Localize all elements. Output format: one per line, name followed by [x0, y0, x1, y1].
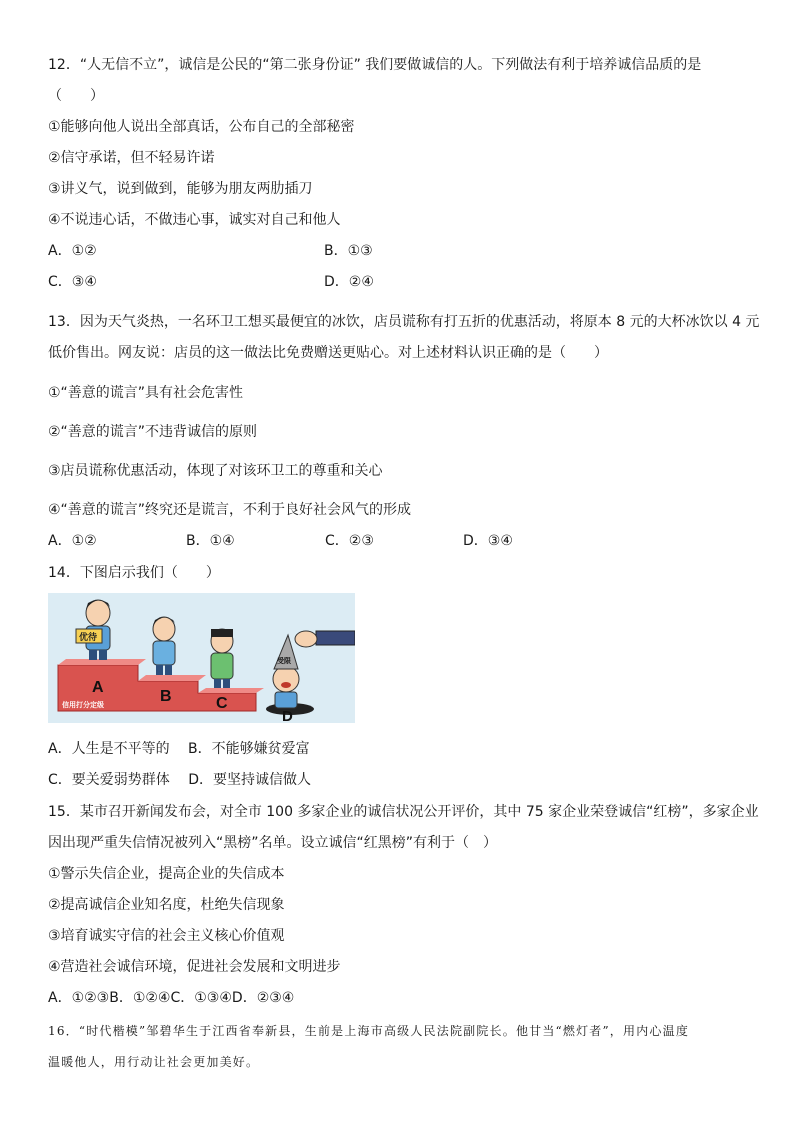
q15-stem-line2: 因出现严重失信情况被列入“黑榜”名单。设立诚信“红黑榜”有利于（ ） [48, 835, 498, 851]
credit-rating-cartoon [48, 593, 355, 723]
q15-item-3: ③培育诚实守信的社会主义核心价值观 [48, 928, 285, 944]
step-letter-a: A [92, 679, 104, 696]
q12-stem-line2: （ ） [48, 88, 104, 104]
q12-option-c: C．③④ [48, 274, 97, 290]
badge-text: 优待 [79, 633, 98, 643]
q16-stem-line1: 16．“时代楷模”邹碧华生于江西省奉新县，生前是上海市高级人民法院副院长。他甘当“燃灯者”，用内心温度 [48, 1024, 690, 1038]
hole-letter-d: D [282, 708, 293, 723]
person-c [211, 629, 233, 688]
q13-stem-line1: 13．因为天气炎热，一名环卫工想买最便宜的冰饮，店员谎称有打五折的优惠活动，将原本 8 元的大杯冰饮以 4 元 [48, 314, 760, 330]
q15-item-1: ①警示失信企业，提高企业的失信成本 [48, 866, 285, 882]
q12-option-d: D．②④ [324, 274, 374, 290]
credit-rating-label: 信用打分定级 [62, 701, 104, 709]
hand-pushing [295, 631, 355, 647]
q15-item-2: ②提高诚信企业知名度，杜绝失信现象 [48, 897, 285, 913]
q13-option-c: C．②③ [325, 533, 374, 549]
q13-option-d: D．③④ [463, 533, 513, 549]
q12-item-4: ④不说违心话，不做违心事，诚实对自己和他人 [48, 212, 341, 228]
q15-stem-line1: 15．某市召开新闻发布会，对全市 100 多家企业的诚信状况公开评价，其中 75 家企业荣登诚信“红榜”，多家企业 [48, 804, 759, 820]
q15-item-4: ④营造社会诚信环境，促进社会发展和文明进步 [48, 959, 341, 975]
q15-options: A．①②③B．①②④C．①③④D．②③④ [48, 990, 295, 1006]
q13-stem-line2: 低价售出。网友说：店员的这一做法比免费赠送更贴心。对上述材料认识正确的是（ ） [48, 345, 608, 361]
q12-option-b: B．①③ [324, 243, 373, 259]
q16-stem-line2: 温暖他人，用行动让社会更加美好。 [48, 1055, 260, 1069]
step-letter-c: C [216, 695, 228, 712]
q14-options-line2: C．要关爱弱势群体 D．要坚持诚信做人 [48, 772, 312, 788]
q12-item-3: ③讲义气，说到做到，能够为朋友两肋插刀 [48, 181, 313, 197]
podium-top-c [198, 688, 264, 693]
q13-option-b: B．①④ [186, 533, 235, 549]
q14-options-line1: A．人生是不平等的 B．不能够嫌贫爱富 [48, 741, 310, 757]
hat-text: 受限 [277, 657, 291, 665]
q13-item-1: ①“善意的谎言”具有社会危害性 [48, 385, 244, 401]
q13-option-a: A．①② [48, 533, 97, 549]
podium-top-b [138, 675, 206, 681]
q12-item-2: ②信守承诺，但不轻易许诺 [48, 150, 215, 166]
q12-option-a: A．①② [48, 243, 97, 259]
q13-item-3: ③店员谎称优惠活动，体现了对该环卫工的尊重和关心 [48, 463, 383, 479]
q13-item-4: ④“善意的谎言”终究还是谎言，不利于良好社会风气的形成 [48, 502, 412, 518]
q12-item-1: ①能够向他人说出全部真话，公布自己的全部秘密 [48, 119, 355, 135]
q12-stem-line1: 12．“人无信不立”，诚信是公民的“第二张身份证” 我们要做诚信的人。下列做法有利于培养诚信品质的是 [48, 57, 702, 73]
step-letter-b: B [160, 688, 172, 705]
q14-stem: 14．下图启示我们（ ） [48, 565, 220, 581]
q13-item-2: ②“善意的谎言”不违背诚信的原则 [48, 424, 258, 440]
